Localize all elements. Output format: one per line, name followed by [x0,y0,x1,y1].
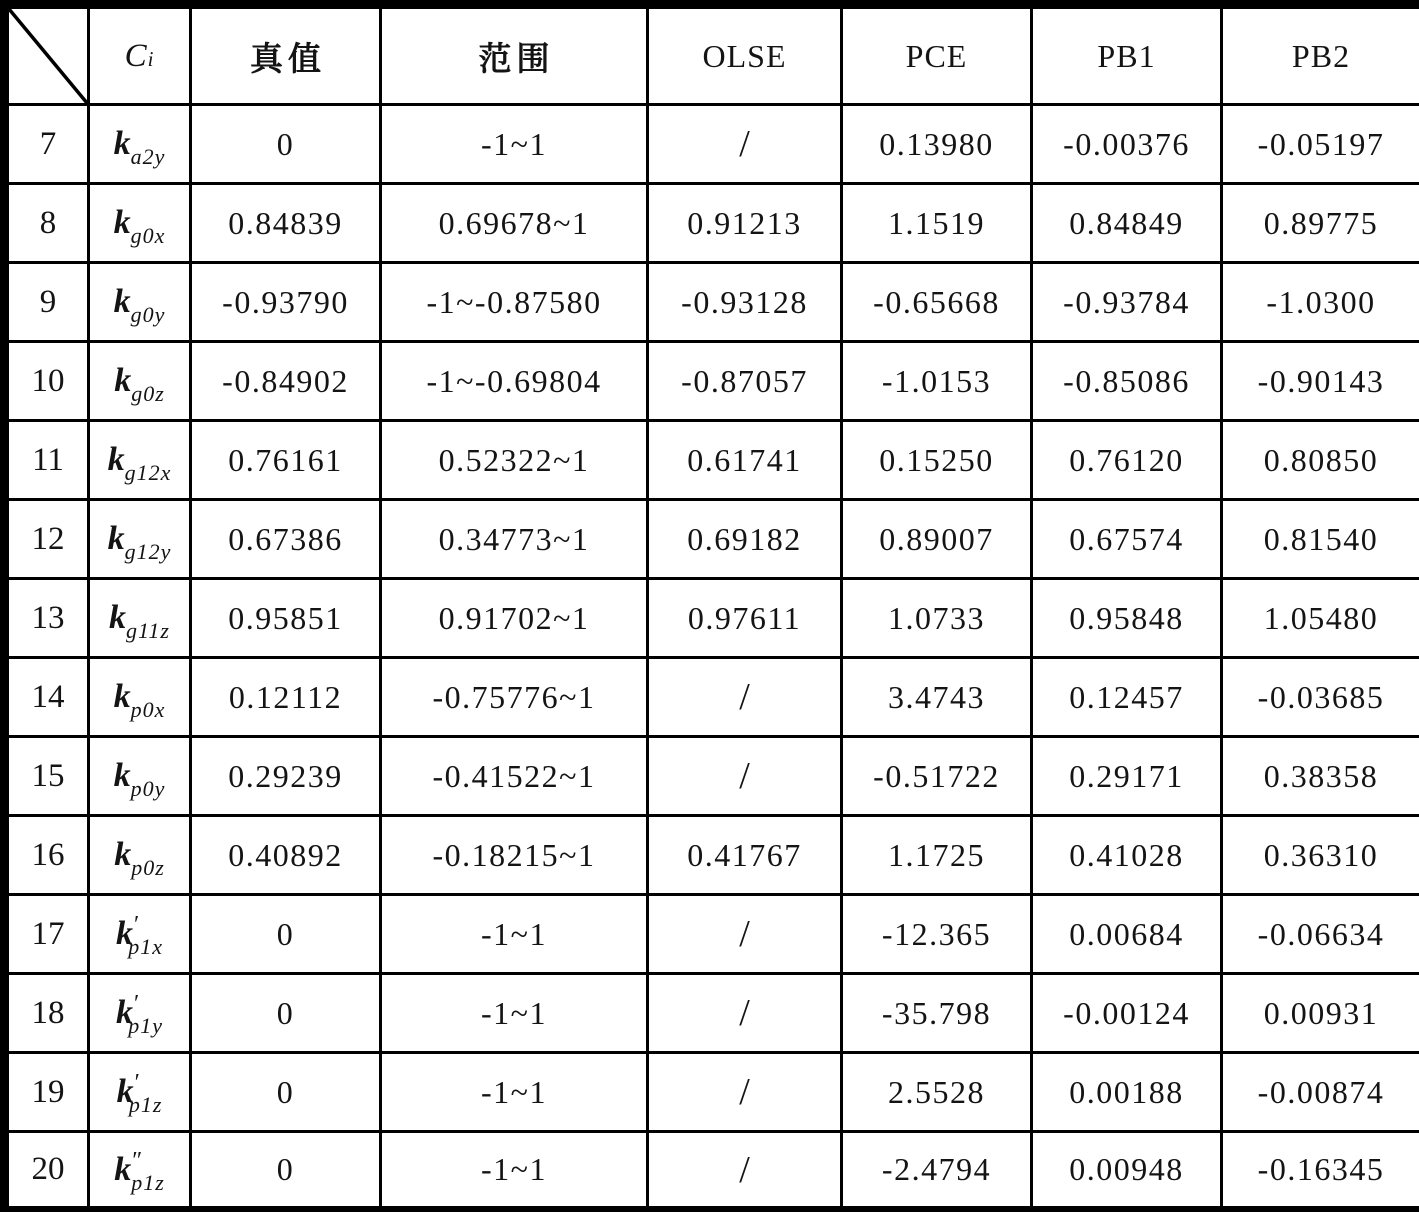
olse-cell: 0.69182 [648,500,842,579]
param-cell [89,579,191,658]
table-row [5,1132,1419,1211]
param-cell [89,421,191,500]
param-subscript: a2y [130,144,166,169]
param-symbol: k [113,757,131,794]
param-cell [89,816,191,895]
pb2-cell: 0.36310 [1222,816,1419,895]
pb2-cell: 0.89775 [1222,184,1419,263]
true-value-cell: 0 [191,105,381,184]
table-row [5,500,1419,579]
pce-cell: 3.4743 [842,658,1032,737]
table-row [5,1053,1419,1132]
range-cell: 0.34773~1 [381,500,648,579]
pb1-cell: -0.85086 [1032,342,1222,421]
param-symbol: k [107,441,125,478]
table-row [5,974,1419,1053]
pb2-cell: -0.05197 [1222,105,1419,184]
param-subscript: p0y [130,776,166,801]
row-index-cell: 16 [5,816,89,895]
param-cell [89,974,191,1053]
range-cell: -1~1 [381,1132,648,1211]
param-subscript: p1z [128,1092,163,1117]
true-value-cell: 0 [191,1053,381,1132]
param-cell [89,184,191,263]
param-prime: ′ [133,912,140,938]
row-index-cell: 13 [5,579,89,658]
pce-cell: 0.89007 [842,500,1032,579]
pb1-cell: -0.00124 [1032,974,1222,1053]
range-cell: -1~-0.87580 [381,263,648,342]
pb1-cell: 0.00948 [1032,1132,1222,1211]
header-row [5,5,1419,105]
row-index-cell: 8 [5,184,89,263]
range-cell: 0.69678~1 [381,184,648,263]
row-index-cell: 19 [5,1053,89,1132]
pb1-cell: 0.41028 [1032,816,1222,895]
table-row [5,184,1419,263]
pb2-cell: 0.38358 [1222,737,1419,816]
olse-cell: 0.41767 [648,816,842,895]
row-index-cell: 7 [5,105,89,184]
ci-subscript: i [147,47,155,71]
olse-cell: 0.91213 [648,184,842,263]
param-subscript: g0y [130,302,166,327]
true-value-cell: 0.95851 [191,579,381,658]
olse-cell: / [648,737,842,816]
param-symbol: k [114,362,132,399]
param-symbol: k [114,1150,132,1188]
range-cell: -0.75776~1 [381,658,648,737]
olse-header: OLSE [648,5,842,105]
param-symbol: k [107,520,125,557]
range-cell: -1~1 [381,974,648,1053]
param-subscript: g0x [130,223,166,248]
param-prime: ′ [134,1070,140,1096]
pb1-cell: 0.84849 [1032,184,1222,263]
param-symbol: k [113,678,131,715]
range-cell: -0.18215~1 [381,816,648,895]
pce-cell: 0.13980 [842,105,1032,184]
pb1-cell: 0.00188 [1032,1053,1222,1132]
pb2-cell: -0.03685 [1222,658,1419,737]
param-symbol: k [113,204,131,241]
olse-cell: / [648,1053,842,1132]
table-row [5,816,1419,895]
table-row [5,105,1419,184]
true-value-cell: 0.76161 [191,421,381,500]
true-value-cell: 0 [191,974,381,1053]
param-cell [89,737,191,816]
param-subscript: p0z [131,855,165,880]
range-cell: -1~1 [381,1053,648,1132]
olse-cell: 0.61741 [648,421,842,500]
table-row [5,895,1419,974]
true-value-cell: 0.84839 [191,184,381,263]
pce-cell: 0.15250 [842,421,1032,500]
row-index-cell: 17 [5,895,89,974]
pb2-cell: -0.90143 [1222,342,1419,421]
param-symbol: k [116,1073,134,1110]
row-index-cell: 10 [5,342,89,421]
true-value-cell: 0.29239 [191,737,381,816]
range-cell: 0.91702~1 [381,579,648,658]
pb1-header: PB1 [1032,5,1222,105]
true-value-cell: 0 [191,895,381,974]
row-index-cell: 20 [5,1132,89,1211]
param-subscript: g12y [124,539,172,564]
param-cell [89,342,191,421]
olse-cell: -0.93128 [648,263,842,342]
pce-cell: -0.51722 [842,737,1032,816]
param-prime: ″ [132,1147,143,1174]
pce-cell: 1.1725 [842,816,1032,895]
pb1-cell: 0.29171 [1032,737,1222,816]
olse-cell: / [648,658,842,737]
param-subscript: g0z [131,381,165,406]
param-subscript: g11z [126,618,170,643]
row-index-cell: 18 [5,974,89,1053]
pce-cell: 1.1519 [842,184,1032,263]
param-symbol: k [115,994,133,1031]
pb2-cell: 0.80850 [1222,421,1419,500]
param-cell [89,1132,191,1211]
true-value-cell: 0.67386 [191,500,381,579]
table-row [5,579,1419,658]
true-value-cell: -0.84902 [191,342,381,421]
row-index-cell: 9 [5,263,89,342]
param-symbol: k [109,599,127,636]
pb1-cell: 0.67574 [1032,500,1222,579]
true-value-cell: -0.93790 [191,263,381,342]
param-symbol: k [114,836,132,873]
pce-cell: -1.0153 [842,342,1032,421]
true-value-cell: 0 [191,1132,381,1211]
pb1-cell: 0.95848 [1032,579,1222,658]
pb2-header: PB2 [1222,5,1419,105]
range-header: 范围 [381,5,648,105]
param-cell [89,500,191,579]
olse-cell: / [648,105,842,184]
pce-cell: -2.4794 [842,1132,1032,1211]
range-cell: -1~-0.69804 [381,342,648,421]
diagonal-line [9,9,87,103]
pb2-cell: -0.00874 [1222,1053,1419,1132]
table-row [5,737,1419,816]
row-index-cell: 14 [5,658,89,737]
pce-cell: 1.0733 [842,579,1032,658]
true-value-cell: 0.40892 [191,816,381,895]
param-cell [89,263,191,342]
olse-cell: 0.97611 [648,579,842,658]
pb2-cell: -1.0300 [1222,263,1419,342]
olse-cell: / [648,895,842,974]
table-row [5,342,1419,421]
true-value-cell: 0.12112 [191,658,381,737]
param-subscript: p1z [131,1169,165,1195]
param-subscript: p1x [128,934,163,959]
param-subscript: g12x [124,460,172,485]
olse-cell: -0.87057 [648,342,842,421]
param-cell [89,1053,191,1132]
row-index-cell: 12 [5,500,89,579]
param-subscript: p1y [128,1013,163,1038]
pb1-cell: 0.00684 [1032,895,1222,974]
olse-cell: / [648,1132,842,1211]
param-cell [89,658,191,737]
range-cell: -1~1 [381,105,648,184]
pb1-cell: 0.12457 [1032,658,1222,737]
param-cell [89,105,191,184]
true-value-header: 真值 [191,5,381,105]
corner-cell [5,5,89,105]
range-cell: 0.52322~1 [381,421,648,500]
pb2-cell: -0.16345 [1222,1132,1419,1211]
olse-cell: / [648,974,842,1053]
pb2-cell: -0.06634 [1222,895,1419,974]
pce-cell: -12.365 [842,895,1032,974]
param-symbol: k [115,915,133,952]
pb1-cell: -0.93784 [1032,263,1222,342]
ci-header [89,5,191,105]
table-body [5,105,1419,1211]
pb1-cell: -0.00376 [1032,105,1222,184]
table-row [5,658,1419,737]
pce-cell: -0.65668 [842,263,1032,342]
pb2-cell: 0.00931 [1222,974,1419,1053]
pb1-cell: 0.76120 [1032,421,1222,500]
param-prime: ′ [133,991,140,1017]
range-cell: -1~1 [381,895,648,974]
row-index-cell: 11 [5,421,89,500]
pce-cell: -35.798 [842,974,1032,1053]
row-index-cell: 15 [5,737,89,816]
pce-cell: 2.5528 [842,1053,1032,1132]
ci-symbol: C [124,38,148,74]
pb2-cell: 0.81540 [1222,500,1419,579]
param-subscript: p0x [130,697,166,722]
table-row [5,263,1419,342]
pce-header: PCE [842,5,1032,105]
param-cell [89,895,191,974]
table-row [5,421,1419,500]
param-symbol: k [113,125,131,162]
pb2-cell: 1.05480 [1222,579,1419,658]
param-symbol: k [113,283,131,320]
range-cell: -0.41522~1 [381,737,648,816]
